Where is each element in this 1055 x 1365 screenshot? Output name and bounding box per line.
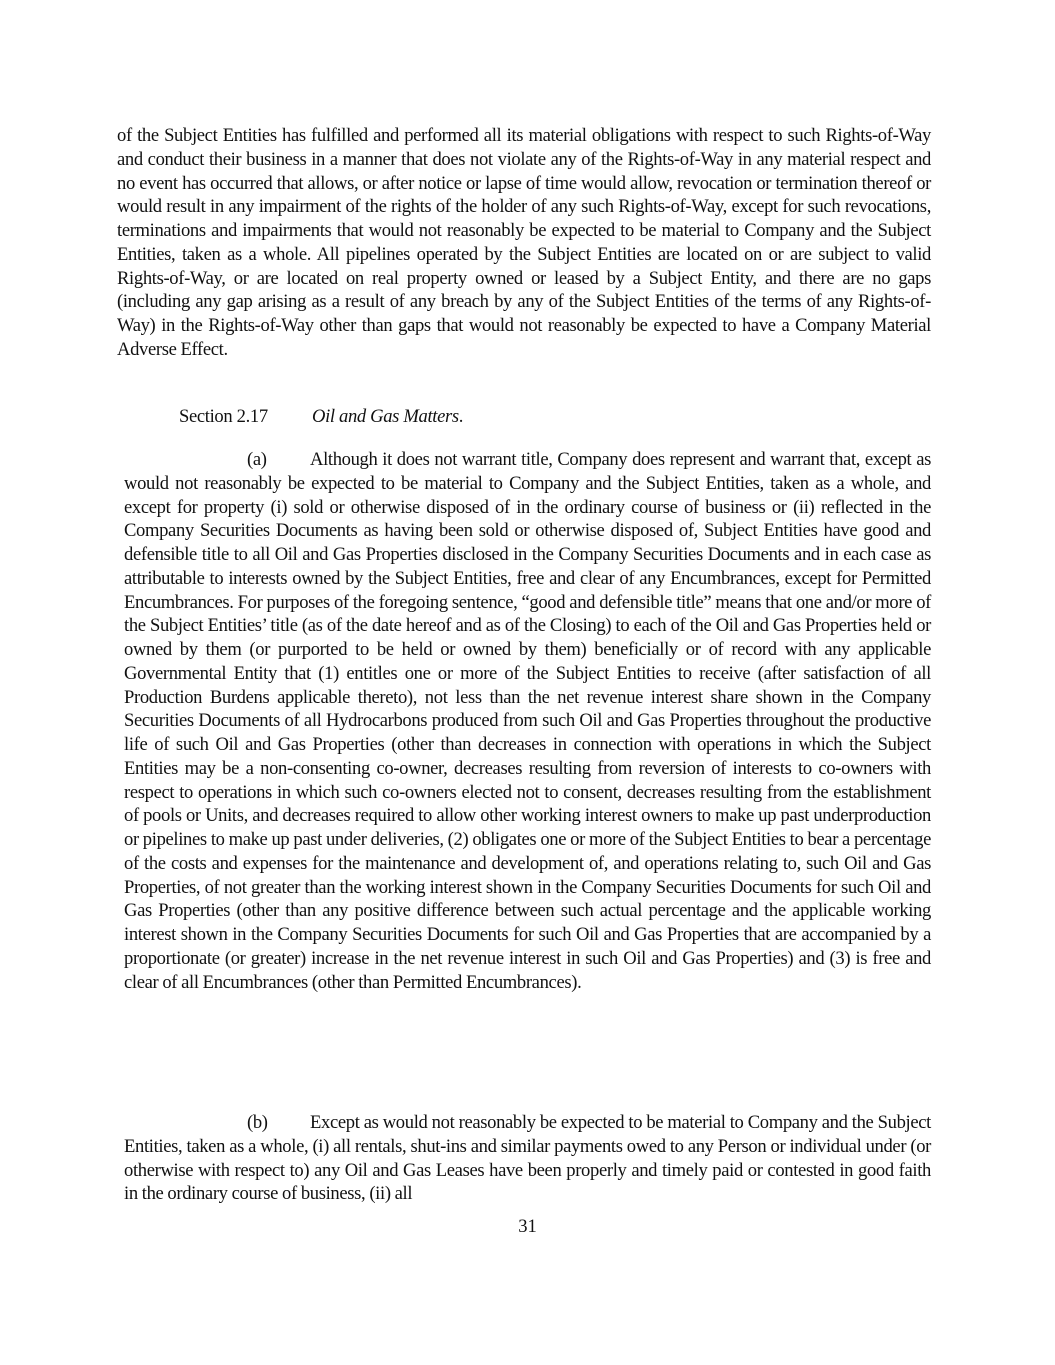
section-title: Oil and Gas Matters bbox=[312, 406, 459, 427]
subsection-b-label: (b) bbox=[247, 1112, 268, 1133]
subsection-a-text: Although it does not warrant title, Company does represent and warrant that, except as would not reasonably be expected to be material to Company and the Subject Entities, taken as a whole, and except for property (i) sold or otherwise disposed of in the ordinary course of business or (ii) reflected in the Company Securities Documents as having been sold or otherwise disposed of, Subject Entities have good and defensible title to all Oil and Gas Properties disclosed in the Company Securities Documents and in each case as attributable to interests owned by the Subject Entities, free and clear of any Encumbrances, except for Permitted Encumbrances. For purposes of the foregoing sentence, “good and defensible title” means that one and/or more of the Subject Entities’ title (as of the date hereof and as of the Closing) to each of the Oil and Gas Properties held or owned by them (or purported to be held or owned by them) beneficially or of record with any applicable Governmental Entity that (1) entitles one or more of the Subject Entities to receive (after satisfaction of all Production Burdens applicable thereto), not less than the net revenue interest share shown in the Company Securities Documents of all Hydrocarbons produced from such Oil and Gas Properties throughout the productive life of such Oil and Gas Properties (other than decreases in connection with operations in which the Subject Entities may be a non-consenting co-owner, decreases resulting from reversion of interests to co-owners with respect to operations in which such co-owners elected not to consent, decreases resulting from the establishment of pools or Units, and decreases required to allow other working interest owners to make up past underproduction or pipelines to make up past under deliveries, (2) obligates one or more of the Subject Entities to bear a percentage of the costs and expenses for the maintenance and development of, and operations relating to, such Oil and Gas Properties, of not greater than the working interest shown in the Company Securities Documents for such Oil and Gas Properties (other than any positive difference between such actual percentage and the applicable working interest shown in the Company Securities Documents for such Oil and Gas Properties that are accompanied by a proportionate (or greater) increase in the net revenue interest in such Oil and Gas Properties) and (3) is free and clear of all Encumbrances (other than Permitted Encumbrances). bbox=[124, 449, 931, 993]
subsection-b bbox=[124, 1111, 931, 1206]
page-number: 31 bbox=[518, 1216, 537, 1237]
section-number: Section 2.17 bbox=[179, 406, 268, 427]
subsection-a-label: (a) bbox=[247, 449, 267, 470]
subsection-a bbox=[124, 448, 931, 994]
section-title-period: . bbox=[458, 406, 464, 427]
subsection-b-text: Except as would not reasonably be expected to be material to Company and the Subject Entities, taken as a whole, (i) all rentals, shut-ins and similar payments owed to any Person or individual under (or otherwise with respect to) any Oil and Gas Leases have been properly and timely paid or contested in good faith in the ordinary course of business, (ii) all bbox=[124, 1112, 931, 1205]
continuation-paragraph: of the Subject Entities has fulfilled and performed all its material obligations with respect to such Rights-of-Way and conduct their business in a manner that does not violate any of the Rights-of-Way in any material respect and no event has occurred that allows, or after notice or lapse of time would allow, revocation or termination thereof or would result in any impairment of the rights of the holder of any such Rights-of-Way, except for such revocations, terminations and impairments that would not reasonably be expected to be material to Company and the Subject Entities, taken as a whole. All pipelines operated by the Subject Entities are located on or are subject to valid Rights-of-Way, or are located on real property owned or leased by a Subject Entity, and there are no gaps (including any gap arising as a result of any breach by any of the Subject Entities of the terms of any Rights-of-Way) in the Rights-of-Way other than gaps that would not reasonably be expected to have a Company Material Adverse Effect. bbox=[117, 125, 931, 360]
section-heading bbox=[179, 405, 463, 429]
